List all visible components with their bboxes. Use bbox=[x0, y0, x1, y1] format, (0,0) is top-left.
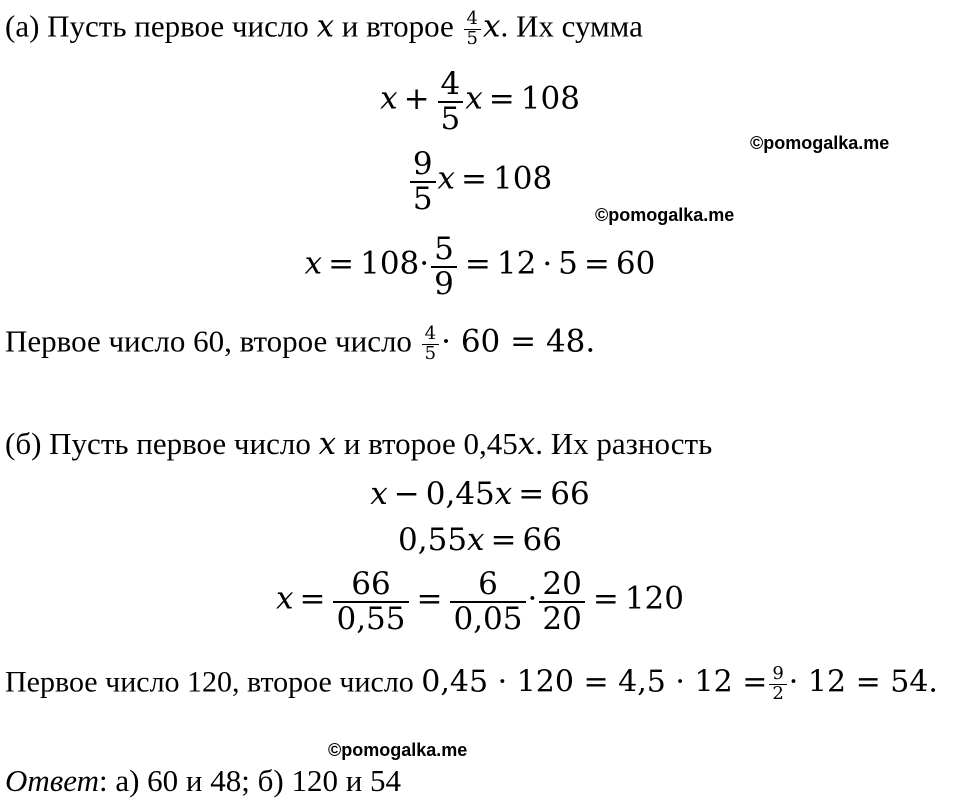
part-b-result: Первое число 120, второе число 0,45 · 120 = 4,5 · 12 = $\frac{9}{2}$ · 12 = 54. bbox=[5, 663, 938, 704]
part-a-result: Первое число 60, второе число $\frac{4}{5}$ · 60 = 48. bbox=[5, 323, 596, 364]
fraction: $\frac{9}{5}$ bbox=[410, 148, 436, 215]
fraction: $\frac{5}{9}$ bbox=[431, 233, 457, 300]
watermark: ©pomogalka.me bbox=[328, 740, 468, 760]
part-b-equation-2: 0,55x = 66 bbox=[398, 522, 562, 558]
part-a-intro: (а) Пусть первое число x и второе $\frac{4}{5}$ x. Их сумма bbox=[5, 8, 643, 49]
fraction: $\frac{4}{5}$ bbox=[464, 10, 481, 49]
answer-text: : а) 60 и 48; б) 120 и 54 bbox=[98, 763, 402, 798]
part-a-equation-2: $\frac{9}{5}$ x = 108 bbox=[0, 148, 960, 215]
part-a-equation-1: x + $\frac{4}{5}$ x = 108 bbox=[380, 66, 580, 137]
watermark: ©pomogalka.me bbox=[595, 205, 735, 225]
watermark: ©pomogalka.me bbox=[750, 133, 890, 153]
part-b-equation-1: x − 0,45x = 66 bbox=[370, 476, 590, 512]
fraction: $\frac{66}{0,55}$ bbox=[333, 568, 408, 635]
fraction: $\frac{20}{20}$ bbox=[539, 568, 584, 635]
answer-label: Ответ bbox=[5, 763, 99, 798]
part-b-intro: (б) Пусть первое число x и второе 0,45x. Их разность bbox=[5, 426, 713, 462]
fraction: $\frac{4}{5}$ bbox=[422, 325, 439, 364]
answer-line bbox=[5, 765, 401, 796]
fraction: $\frac{6}{0,05}$ bbox=[450, 568, 525, 635]
part-a-equation-3: x = 108· $\frac{5}{9}$ = 12 · 5 = 60 bbox=[304, 231, 656, 302]
fraction: $\frac{4}{5}$ bbox=[438, 68, 464, 135]
part-b-equation-3: x = $\frac{66}{0,55}$ = $\frac{6}{0,05}$ · $\frac{20}{20}$ = 120 bbox=[276, 566, 684, 637]
fraction: $\frac{9}{2}$ bbox=[769, 665, 786, 704]
